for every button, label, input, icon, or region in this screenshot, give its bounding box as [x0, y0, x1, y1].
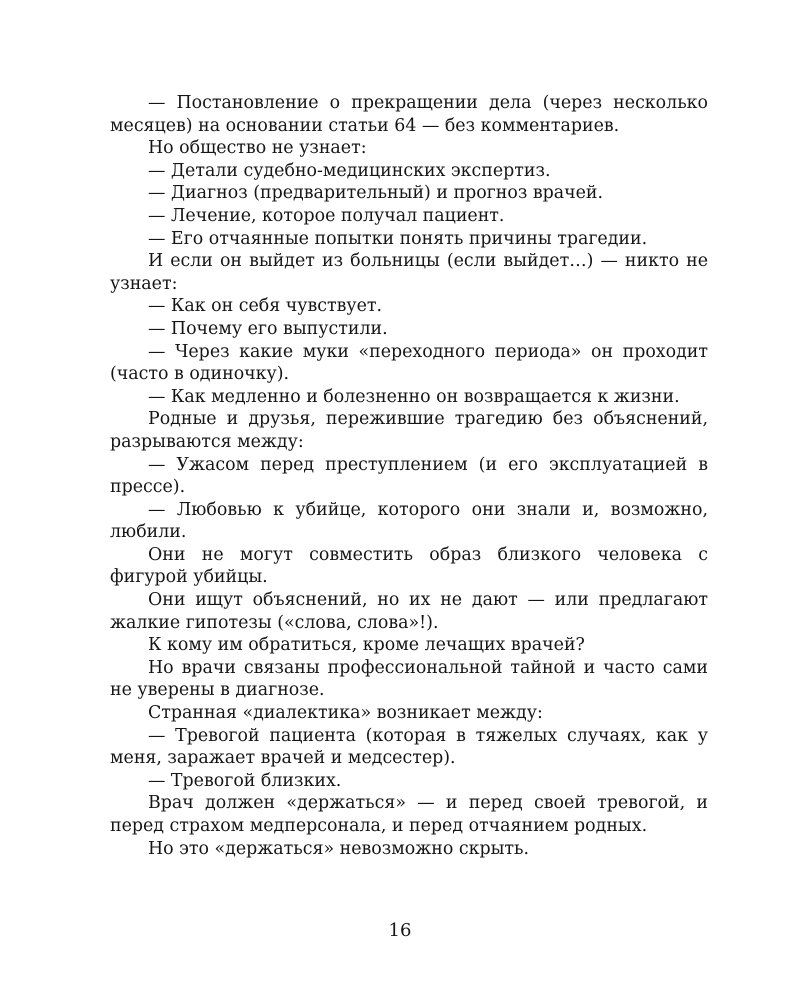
paragraph: — Лечение, которое получал пациент. — [148, 205, 505, 226]
paragraph: — Постановление о прекращении дела (через несколько месяцев) на основании статьи 64 — без комментариев. — [110, 93, 708, 136]
paragraph: — Детали судебно-медицинских экспертиз. — [148, 160, 551, 181]
paragraph: Но это «держаться» невозможно скрыть. — [148, 838, 530, 859]
paragraph: Странная «диалектика» возникает между: — [148, 703, 543, 724]
paragraph: Но врачи связаны профессиональной тайной и часто сами не уверены в диагнозе. — [110, 657, 708, 701]
paragraph: И если он выйдет из больницы (если выйдет…) — никто не узнает: — [110, 251, 708, 294]
paragraph: К кому им обратиться, кроме лечащих врачей? — [148, 635, 585, 656]
paragraph: Они не могут совместить образ близкого человека с фигурой убийцы. — [110, 544, 708, 588]
paragraph: Родные и друзья, пережившие трагедию без объяснений, разрываются между: — [110, 409, 708, 452]
paragraph: — Его отчаянные попытки понять причины трагедии. — [148, 228, 648, 249]
paragraph: — Как он себя чувствует. — [148, 296, 383, 317]
paragraph: Но общество не узнает: — [148, 138, 367, 159]
paragraph: — Тревогой близких. — [148, 770, 342, 791]
paragraph: — Почему его выпустили. — [148, 318, 388, 339]
paragraph: — Через какие муки «переходного периода» он проходит (часто в одиночку). — [110, 341, 708, 385]
page-number: 16 — [388, 920, 412, 941]
paragraph: Они ищут объяснений, но их не дают — или предлагают жалкие гипотезы («слова, слова»!). — [110, 590, 708, 633]
paragraph: — Диагноз (предварительный) и прогноз врачей. — [148, 183, 604, 204]
paragraph: — Ужасом перед преступлением (и его эксплуатацией в прессе). — [110, 454, 708, 498]
paragraph: Врач должен «держаться» — и перед своей тревогой, и перед страхом медперсонала, и перед отчаянием родных. — [110, 793, 708, 836]
paragraph: — Тревогой пациента (которая в тяжелых случаях, как у меня, заражает врачей и медсестер). — [110, 725, 708, 769]
page-text — [110, 92, 708, 860]
paragraph: — Как медленно и болезненно он возвращается к жизни. — [148, 386, 680, 407]
paragraph: — Любовью к убийце, которого они знали и, возможно, любили. — [110, 499, 708, 543]
